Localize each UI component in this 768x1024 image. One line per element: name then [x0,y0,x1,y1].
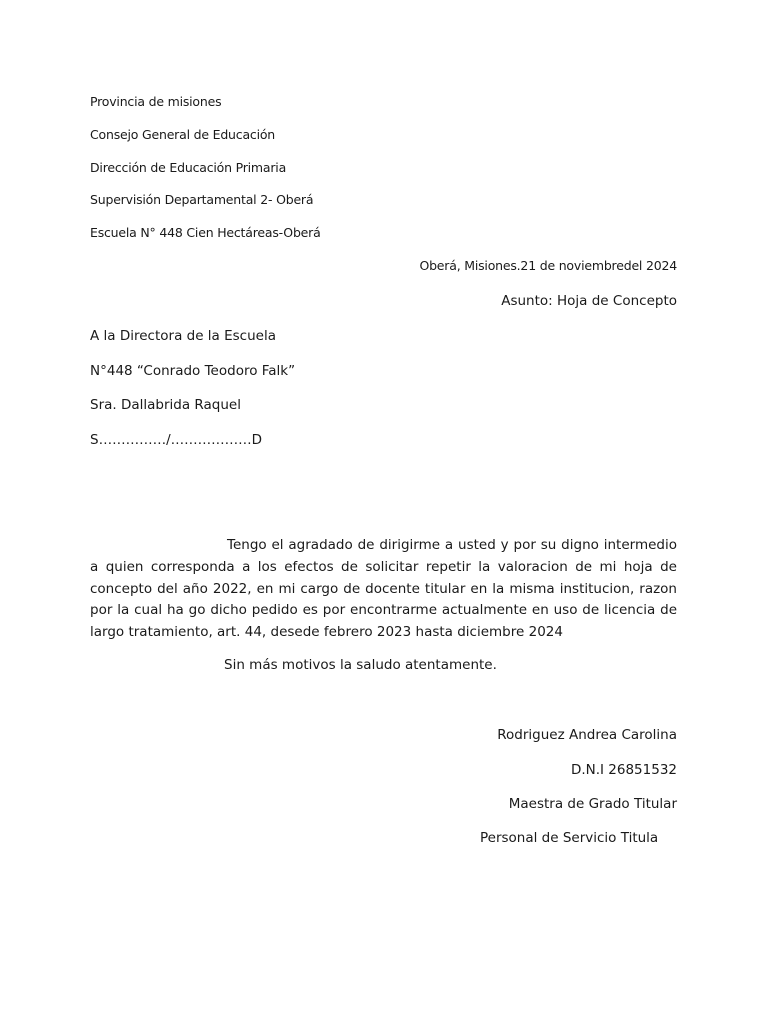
addressee-name: Sra. Dallabrida Raquel [90,397,241,413]
signature-staff: Personal de Servicio Titula [480,830,659,846]
header-council: Consejo General de Educación [90,127,276,142]
header-school: Escuela N° 448 Cien Hectáreas-Oberá [90,225,321,240]
signature-dni: D.N.I 26851532 [570,762,677,778]
letter-body-paragraph: Tengo el agradado de dirigirme a usted y por su digno intermedio a quien corresponda a los efectos de solicitar repetir la valoracion de mi hoja de concepto del año 2022, en mi cargo de docente titular en la misma institucion, razon por la cual ha go dicho pedido es por encontrarme actualmente en uso de licencia de largo tratamiento, art. 44, desede febrero 2023 hasta diciembre 2024 [90,537,677,641]
addressee-title: A la Directora de la Escuela [90,328,276,344]
signature-name: Rodriguez Andrea Carolina [497,727,677,743]
signature-role: Maestra de Grado Titular [508,796,677,812]
addressee-sd: S……………/………………D [90,432,263,448]
letter-closing: Sin más motivos la saludo atentamente. [224,657,497,673]
header-province: Provincia de misiones [90,94,222,109]
letter-subject: Asunto: Hoja de Concepto [501,293,677,309]
header-supervision: Supervisión Departamental 2- Oberá [90,192,314,207]
header-direction: Dirección de Educación Primaria [90,160,287,175]
letter-date: Oberá, Misiones.21 de noviembredel 2024 [419,258,677,273]
addressee-school: N°448 “Conrado Teodoro Falk” [90,363,296,379]
